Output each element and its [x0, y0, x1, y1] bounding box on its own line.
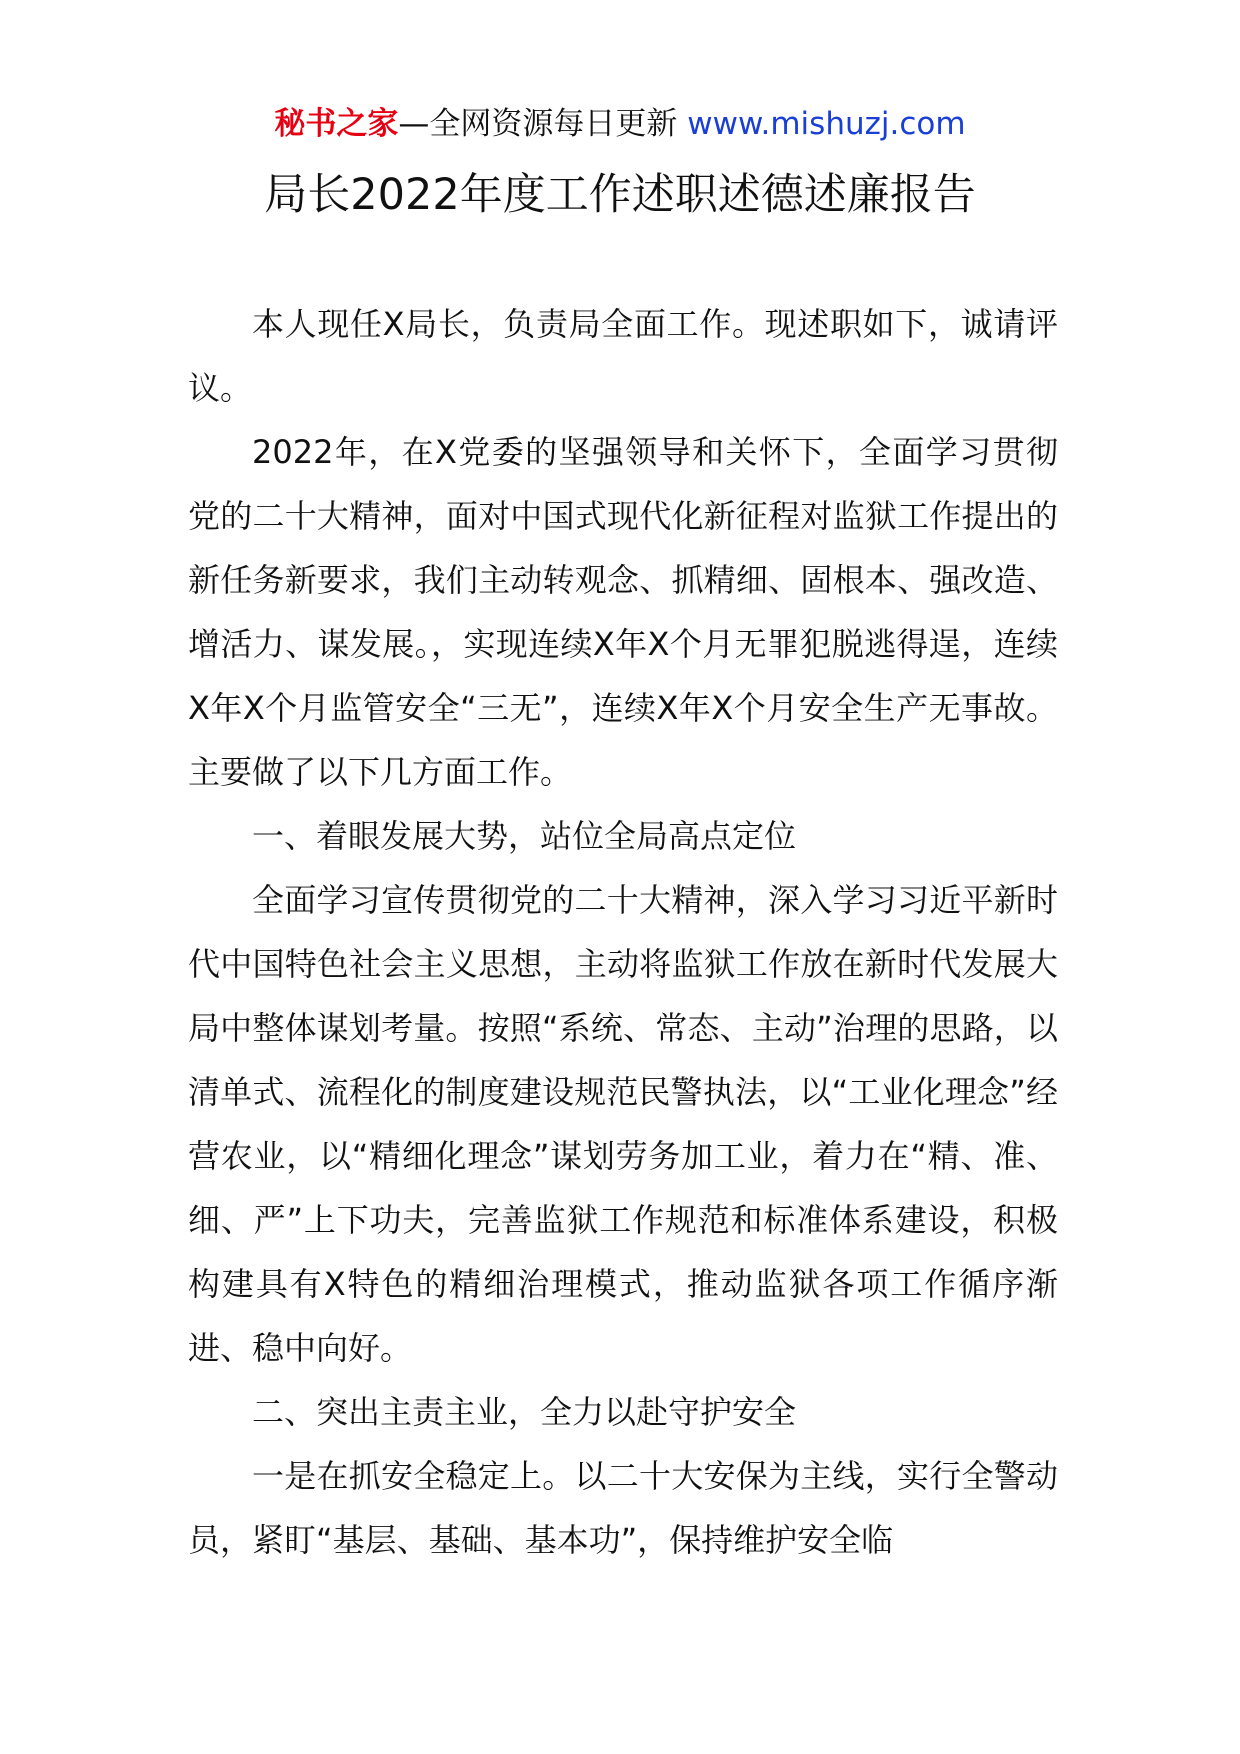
- paragraph-intro: 本人现任X局长，负责局全面工作。现述职如下，诚请评议。: [188, 305, 1058, 407]
- brand-name: 秘书之家: [274, 106, 399, 142]
- document-title: 局长2022年度工作述职述德述廉报告: [264, 170, 976, 220]
- site-url-link[interactable]: www.mishuzj.com: [687, 106, 966, 142]
- document-body: [188, 292, 1058, 1572]
- section-heading-2: 二、突出主责主业，全力以赴守护安全: [252, 1393, 797, 1431]
- paragraph-summary: 2022年，在X党委的坚强领导和关怀下，全面学习贯彻党的二十大精神，面对中国式现代化新征程对监狱工作提出的新任务新要求，我们主动转观念、抓精细、固根本、强改造、增活力、谋发展。，实现连续X年X个月无罪犯脱逃得逞，连续X年X个月监管安全“三无”，连续X年X个月安全生产无事故。主要做了以下几方面工作。: [188, 433, 1058, 791]
- section-heading-1: 一、着眼发展大势，站位全局高点定位: [252, 817, 797, 855]
- site-banner: [0, 100, 1240, 148]
- banner-slogan: —全网资源每日更新: [398, 106, 678, 142]
- paragraph-section-2: 一是在抓安全稳定上。以二十大安保为主线，实行全警动员，紧盯“基层、基础、基本功”，保持维护安全临: [188, 1457, 1058, 1559]
- paragraph-section-1: 全面学习宣传贯彻党的二十大精神，深入学习习近平新时代中国特色社会主义思想，主动将监狱工作放在新时代发展大局中整体谋划考量。按照“系统、常态、主动”治理的思路，以清单式、流程化的制度建设规范民警执法，以“工业化理念”经营农业，以“精细化理念”谋划劳务加工业，着力在“精、准、细、严”上下功夫，完善监狱工作规范和标准体系建设，积极构建具有X特色的精细治理模式，推动监狱各项工作循序渐进、稳中向好。: [188, 881, 1058, 1367]
